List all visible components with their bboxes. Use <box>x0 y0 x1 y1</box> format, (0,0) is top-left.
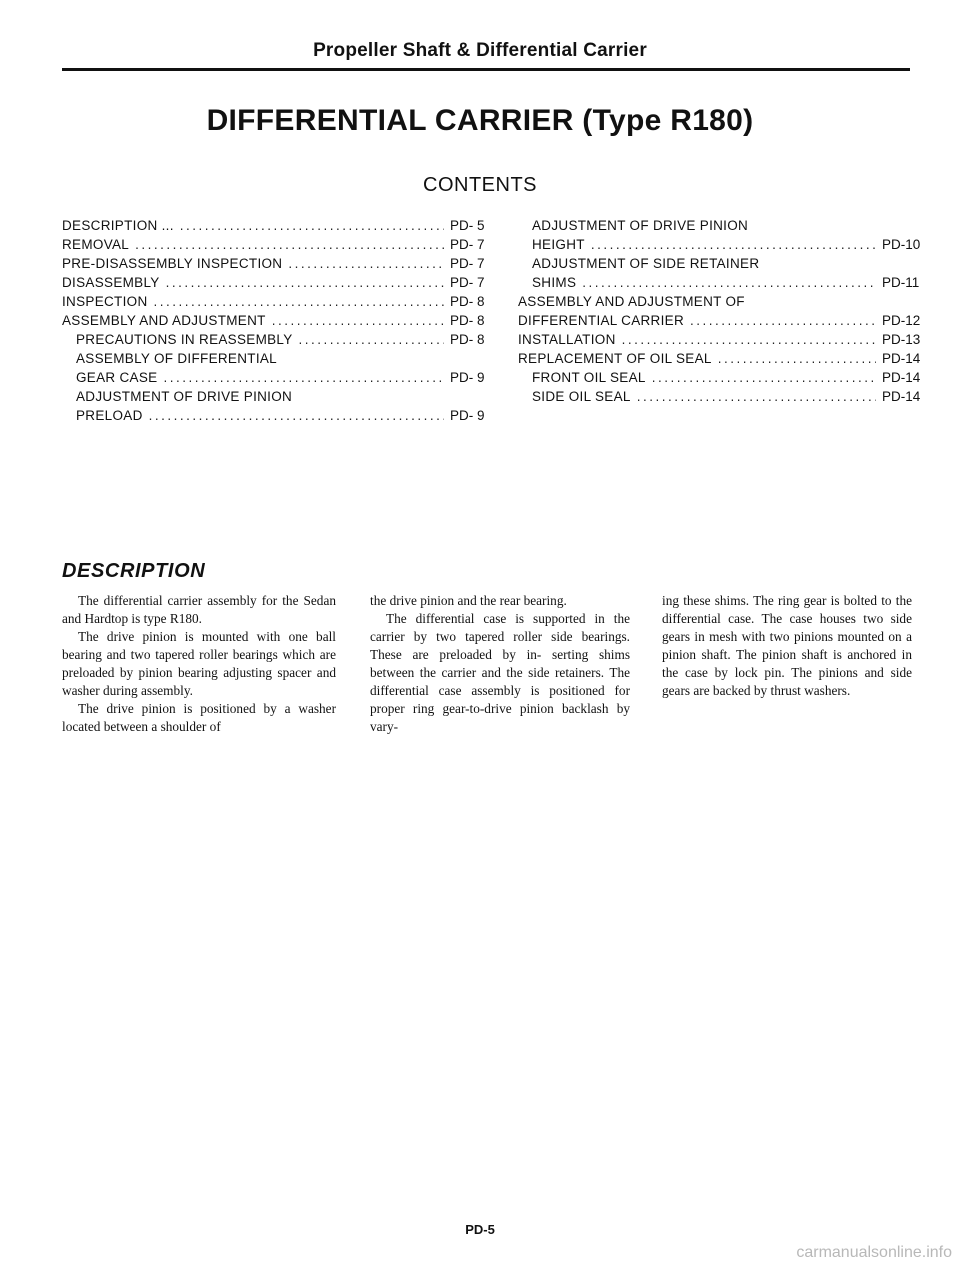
body-paragraph: ing these shims. The ring gear is bolted to the differential case. The case houses two side gears in mesh with two pinions mounted on a pinion shaft. The pinion shaft is anchored in the case by lock pin. The pinions and side gears are backed by thrust washers. <box>662 593 912 698</box>
toc-entry[interactable] <box>62 311 490 330</box>
toc-entry-page: PD- 8 <box>450 313 485 328</box>
contents-heading: CONTENTS <box>423 174 537 196</box>
toc-entry-page: PD- 7 <box>450 237 485 252</box>
toc-leader-dots <box>154 292 444 311</box>
toc-entry-page: PD- 7 <box>450 275 485 290</box>
toc-entry-label: INSTALLATION <box>518 332 616 347</box>
toc-leader-dots <box>718 349 876 368</box>
toc-entry[interactable] <box>518 368 922 387</box>
toc-entry-label: ASSEMBLY AND ADJUSTMENT OF <box>518 294 745 309</box>
toc-entry-label: DESCRIPTION ... <box>62 218 174 233</box>
toc-left-column <box>62 216 490 425</box>
toc-entry-page: PD- 9 <box>450 408 485 423</box>
toc-entry[interactable] <box>62 330 490 349</box>
toc-entry-page: PD-13 <box>882 332 921 347</box>
body-paragraph: the drive pinion and the rear bearing. <box>370 593 567 608</box>
toc-entry-label: DIFFERENTIAL CARRIER <box>518 313 685 328</box>
toc-entry-label: SIDE OIL SEAL <box>532 389 631 404</box>
toc-entry[interactable] <box>62 368 490 387</box>
toc-entry-label: ADJUSTMENT OF DRIVE PINION <box>76 389 293 404</box>
body-paragraph: The differential carrier assembly for the Sedan and Hardtop is type R180. <box>62 593 336 626</box>
toc-leader-dots <box>135 235 444 254</box>
toc-entry-label: ADJUSTMENT OF SIDE RETAINER <box>532 256 760 271</box>
body-paragraph: The drive pinion is positioned by a washer located between a shoulder of <box>62 701 336 734</box>
toc-entry-page: PD-10 <box>882 237 921 252</box>
toc-leader-dots <box>299 330 444 349</box>
page-number: PD-5 <box>465 1222 495 1237</box>
page-title: DIFFERENTIAL CARRIER (Type R180) <box>206 104 754 137</box>
toc-entry[interactable] <box>518 349 922 368</box>
toc-entry-label: DISASSEMBLY <box>62 275 160 290</box>
toc-entry[interactable] <box>518 330 922 349</box>
toc-leader-dots <box>166 273 444 292</box>
toc-entry[interactable] <box>62 254 490 273</box>
toc-entry-label: PRELOAD <box>76 408 143 423</box>
body-column-3 <box>662 592 912 700</box>
toc-entry-label: INSPECTION <box>62 294 148 309</box>
toc-entry-label: ASSEMBLY AND ADJUSTMENT <box>62 313 266 328</box>
body-paragraph: The drive pinion is mounted with one ball bearing and two tapered roller bearings which are preloaded by pinion bearing adjusting spacer and washer during assembly. <box>62 629 336 698</box>
toc-entry-line1[interactable] <box>518 254 922 273</box>
toc-leader-dots <box>582 273 876 292</box>
running-header: Propeller Shaft & Differential Carrier <box>313 40 647 61</box>
toc-entry-label: SHIMS <box>532 275 577 290</box>
toc-entry-label: PRE-DISASSEMBLY INSPECTION <box>62 256 283 271</box>
toc-leader-dots <box>180 216 444 235</box>
toc-leader-dots <box>652 368 876 387</box>
toc-entry-page: PD-14 <box>882 389 921 404</box>
toc-leader-dots <box>637 387 876 406</box>
toc-entry-page: PD- 8 <box>450 332 485 347</box>
toc-leader-dots <box>163 368 444 387</box>
toc-entry-line1[interactable] <box>62 349 490 368</box>
toc-entry-label: ASSEMBLY OF DIFFERENTIAL <box>76 351 277 366</box>
toc-entry-page: PD-12 <box>882 313 921 328</box>
toc-entry-page: PD-14 <box>882 370 921 385</box>
toc-entry-label: HEIGHT <box>532 237 585 252</box>
toc-entry-label: REPLACEMENT OF OIL SEAL <box>518 351 712 366</box>
toc-entry-label: PRECAUTIONS IN REASSEMBLY <box>76 332 293 347</box>
toc-leader-dots <box>149 406 444 425</box>
section-heading-description: DESCRIPTION <box>62 560 206 582</box>
toc-entry-label: FRONT OIL SEAL <box>532 370 646 385</box>
toc-leader-dots <box>288 254 444 273</box>
toc-leader-dots <box>272 311 444 330</box>
toc-entry-label: ADJUSTMENT OF DRIVE PINION <box>532 218 749 233</box>
toc-leader-dots <box>591 235 876 254</box>
toc-entry-page: PD-11 <box>882 275 920 290</box>
toc-entry[interactable] <box>62 406 490 425</box>
body-column-2 <box>370 592 630 736</box>
toc-entry[interactable] <box>62 216 490 235</box>
toc-entry-label: GEAR CASE <box>76 370 158 385</box>
toc-entry-page: PD- 8 <box>450 294 485 309</box>
toc-entry[interactable] <box>62 292 490 311</box>
toc-entry-page: PD- 9 <box>450 370 485 385</box>
toc-entry[interactable] <box>518 235 922 254</box>
toc-entry[interactable] <box>62 235 490 254</box>
toc-entry-page: PD- 5 <box>450 218 485 233</box>
toc-entry-line1[interactable] <box>518 216 922 235</box>
toc-entry[interactable] <box>518 273 922 292</box>
toc-leader-dots <box>690 311 876 330</box>
toc-right-column <box>518 216 922 406</box>
watermark: carmanualsonline.info <box>796 1244 952 1261</box>
toc-entry-line1[interactable] <box>518 292 922 311</box>
body-paragraph: The differential case is supported in the carrier by two tapered roller side bearings. These are preloaded by in- serting shims between the carrier and the side retainers. The differential case assembly is positioned for proper ring gear-to-drive pinion backlash by vary- <box>370 611 630 734</box>
toc-entry[interactable] <box>518 311 922 330</box>
header-rule <box>62 68 910 71</box>
toc-entry-page: PD-14 <box>882 351 921 366</box>
toc-entry-label: REMOVAL <box>62 237 130 252</box>
toc-entry[interactable] <box>518 387 922 406</box>
toc-entry-line1[interactable] <box>62 387 490 406</box>
toc-entry-page: PD- 7 <box>450 256 485 271</box>
toc-leader-dots <box>622 330 876 349</box>
toc-entry[interactable] <box>62 273 490 292</box>
body-column-1 <box>62 592 336 736</box>
